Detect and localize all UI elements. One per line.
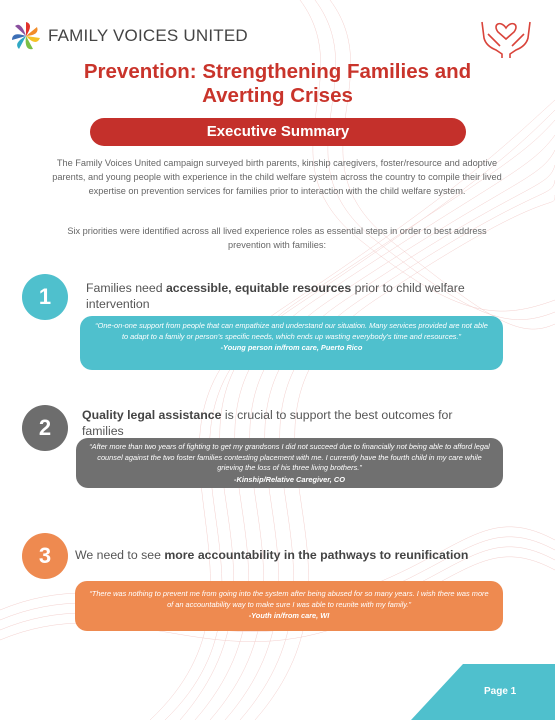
priority-heading-3 <box>75 547 495 563</box>
priority-text-after: prior to child welfare intervention <box>86 281 465 311</box>
intro-paragraph-2: Six priorities were identified across all lived experience roles as essential steps in order to best address prevention with families: <box>67 226 487 250</box>
quote-text: “There was nothing to prevent me from going into the system after being abused for so many years. I wish there was more of an accountability way to make sure I was able to reunite with my family.” <box>89 589 489 609</box>
priority-number-3: 3 <box>22 533 68 579</box>
priority-text-bold: more accountability in the pathways to reunification <box>164 548 469 562</box>
priority-text-before: We need to see <box>75 548 165 562</box>
priority-text-bold: accessible, equitable resources <box>165 281 352 295</box>
priority-heading-2 <box>82 407 492 439</box>
priority-number-2: 2 <box>22 405 68 451</box>
page-number: Page 1 <box>484 686 517 697</box>
pinwheel-logo-icon <box>10 20 42 52</box>
footer-corner-shape <box>411 664 555 720</box>
priority-quote-1 <box>80 316 503 370</box>
page-title <box>40 60 515 108</box>
quote-attribution: -Youth in/from care, WI <box>248 611 330 621</box>
priority-text-bold: Quality legal assistance <box>82 408 222 422</box>
quote-text: “One-on-one support from people that can empathize and understand our situation. Many services provided are not able to adapt to a family or person’s specific needs, which ends up wasting everybody’s time and resources.” <box>95 321 488 341</box>
quote-attribution: -Young person in/from care, Puerto Rico <box>220 343 363 353</box>
priority-number-1: 1 <box>22 274 68 320</box>
title-line-1: Prevention: Strengthening Families and <box>83 60 472 83</box>
quote-attribution: -Kinship/Relative Caregiver, CO <box>234 474 345 484</box>
title-line-2: Averting Crises <box>202 84 353 107</box>
intro-paragraph-1: The Family Voices United campaign surveyed birth parents, kinship caregivers, foster/resource and adoptive parents, and young people with experience in the child welfare system across the country to compile their lived expertise on prevention services for families prior to interaction with the child welfare system. <box>52 158 502 196</box>
priority-text-before: Families need <box>86 281 166 295</box>
hands-heart-icon <box>476 8 536 60</box>
executive-summary-banner: Executive Summary <box>90 118 466 146</box>
logo-wordmark: FAMILY VOICES UNITED <box>48 26 248 45</box>
quote-text: “After more than two years of fighting to get my grandsons I did not succeed due to financially not being able to afford legal counsel against the two foster families contesting placement with me. I currently have the fourth child in my care while grieving the loss of his three living brothers.” <box>89 442 490 473</box>
priority-quote-3 <box>75 581 503 631</box>
priority-quote-2 <box>76 438 503 488</box>
priority-text-after: is crucial to support the best outcomes for families <box>82 408 453 438</box>
brand-logo <box>10 20 248 52</box>
priority-heading-1 <box>86 280 466 312</box>
